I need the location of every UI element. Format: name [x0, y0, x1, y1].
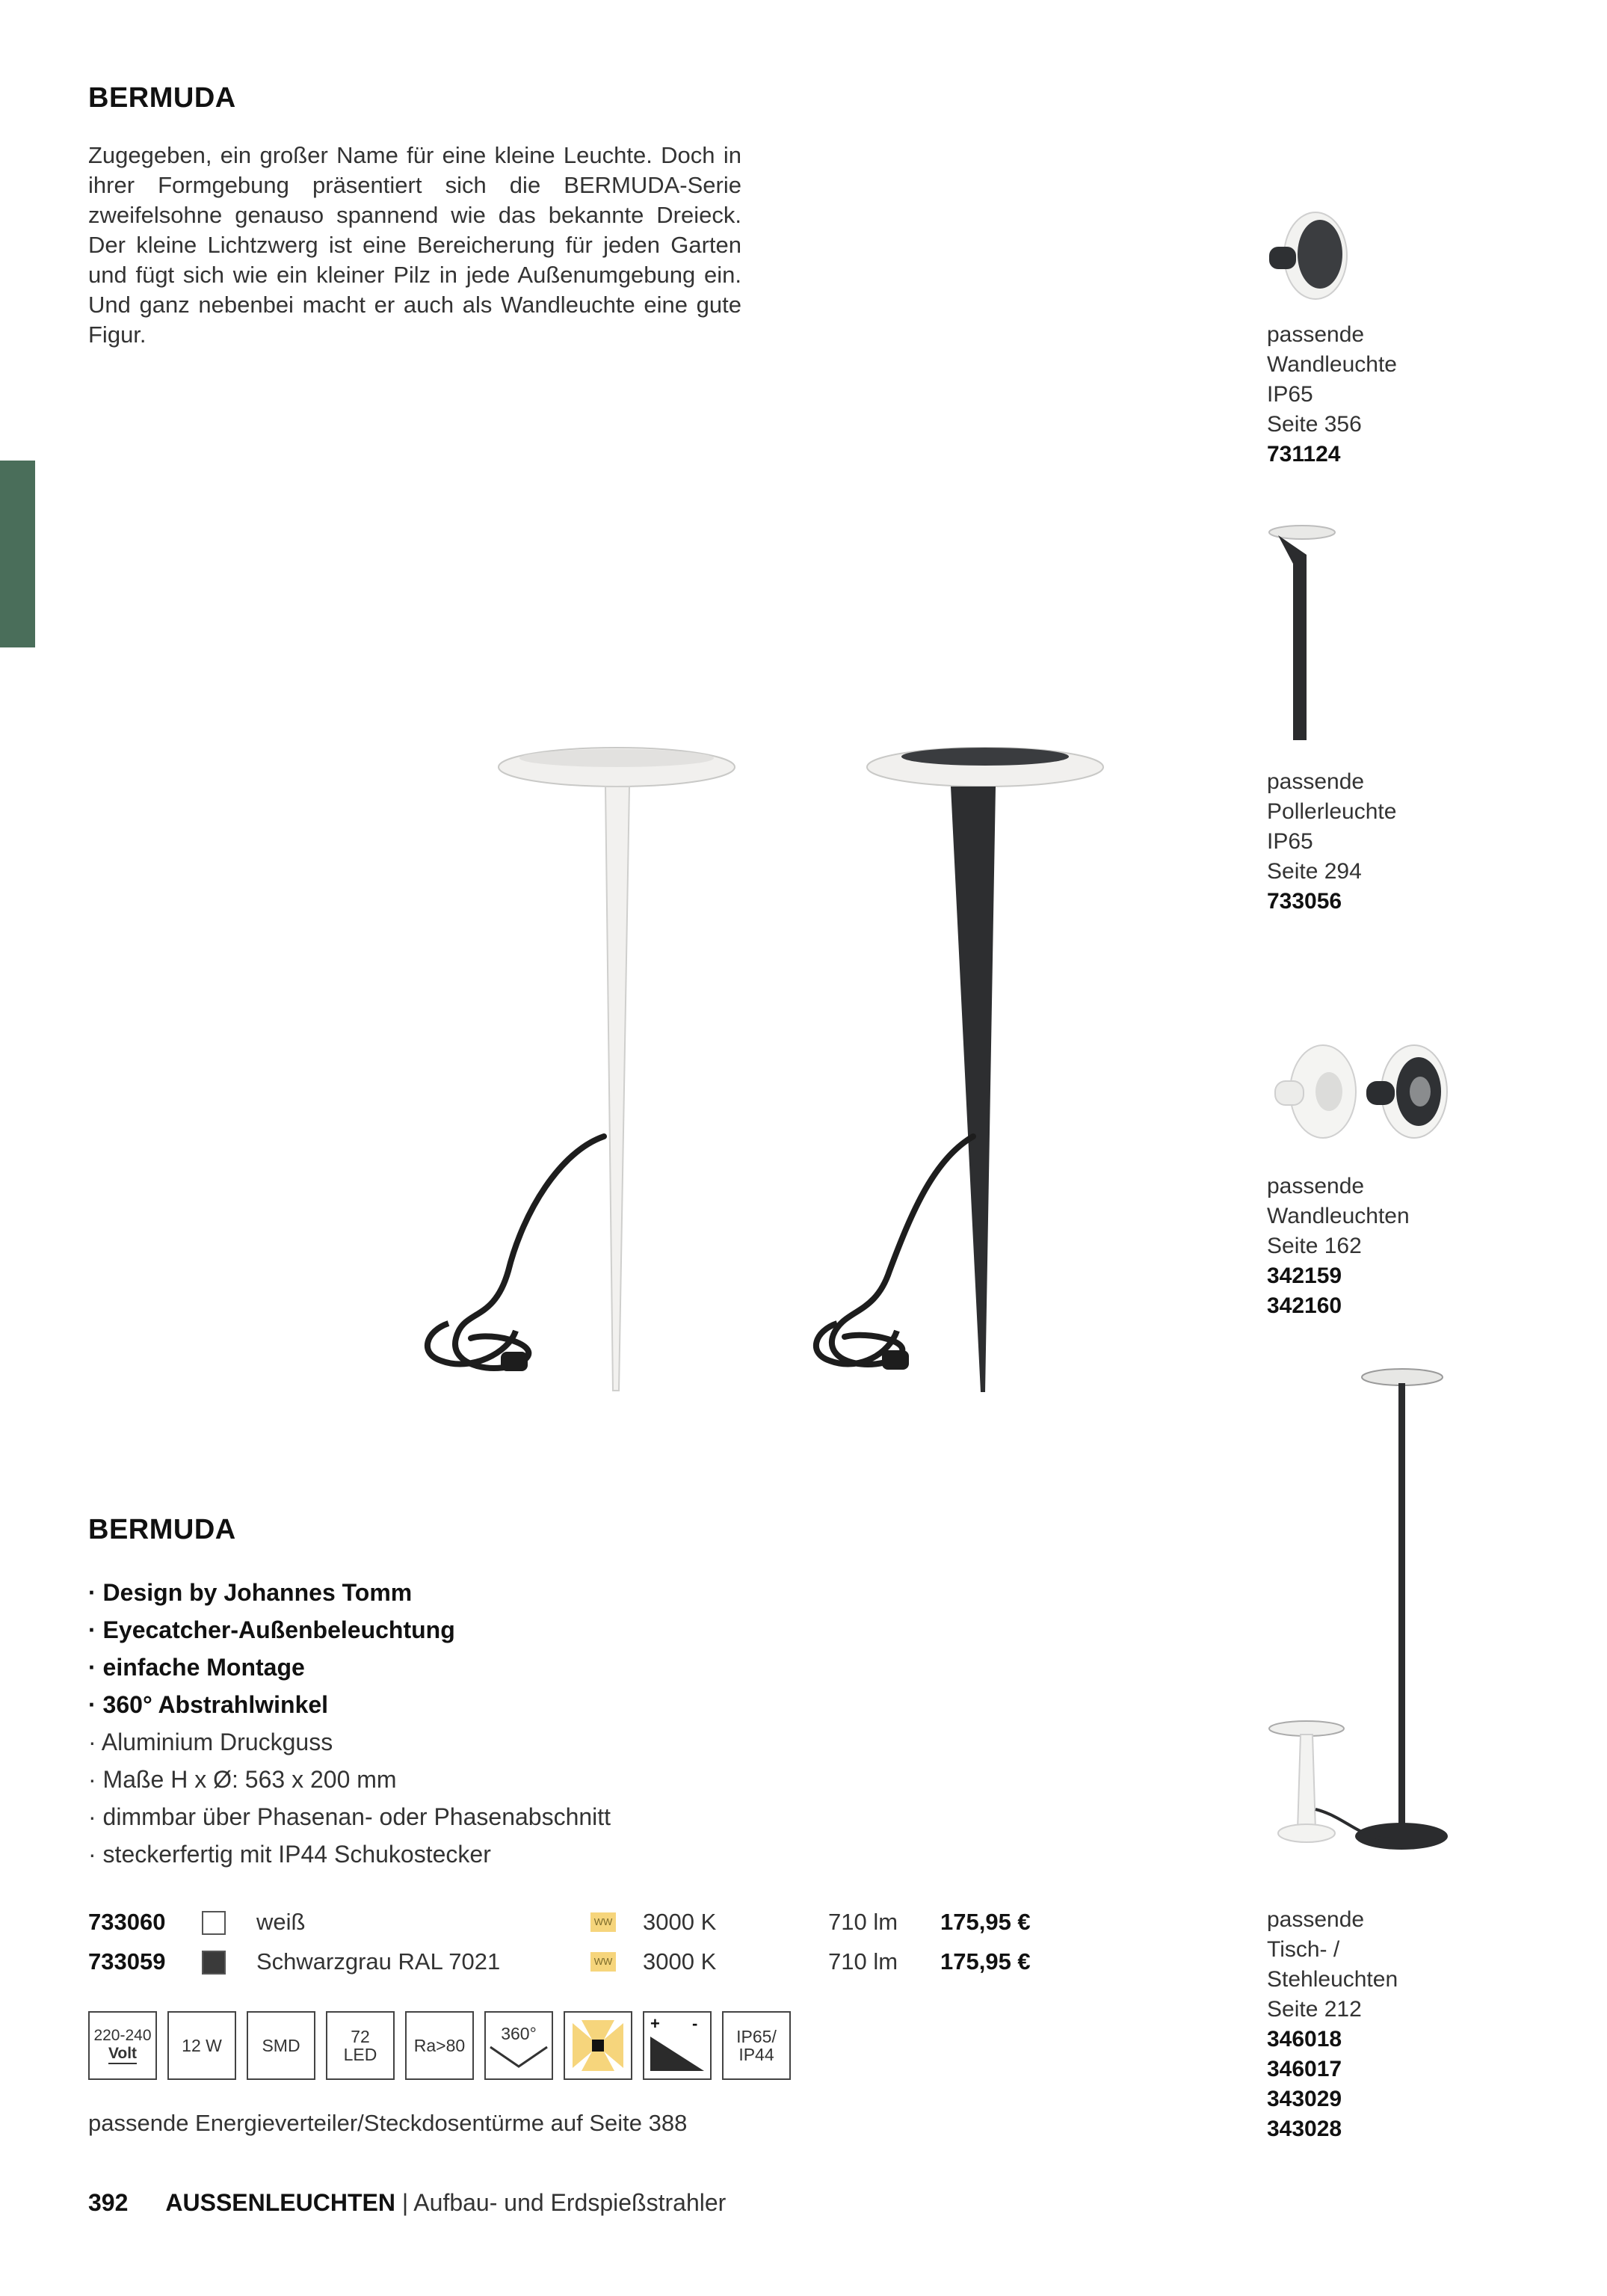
voltage-icon [88, 2011, 157, 2080]
feature-item: · Design by Johannes Tomm [88, 1579, 413, 1606]
color-swatch-dark [202, 1951, 226, 1975]
intro-text: Zugegeben, ein großer Name für eine kleine Leuchte. Doch in ihrer Formgebung präsentiert sich die BERMUDA-Serie zweifelsohne genauso spannend wie das bekannte Dreieck. Der kleine Lichtzwerg ist eine Bereicherung für jeden Garten und fügt sich wie ein kleiner Pilz in jede Außenumgebung ein. Und ganz nebenbei macht er auch als Wandleuchte eine gute Figur. [88, 142, 741, 348]
accessory-1-line: Wandleuchte [1267, 352, 1397, 377]
accessory-1-line: passende [1267, 322, 1365, 347]
feature-item: · einfache Montage [88, 1654, 305, 1681]
accessory-4-line: Stehleuchten [1267, 1967, 1398, 1992]
accessory-4-page: Seite 212 [1267, 1997, 1362, 2022]
variant-article: 733059 [88, 1948, 166, 1975]
accessory-4-article: 346018 [1267, 2027, 1342, 2052]
feature-item: · steckerfertig mit IP44 Schukostecker [88, 1841, 491, 1868]
energy-distributor-note: passende Energieverteiler/Steckdosentürme auf Seite 388 [88, 2110, 688, 2136]
accessory-3 [1267, 1172, 1491, 1321]
cri-icon [405, 2011, 474, 2080]
feature-item: · 360° Abstrahlwinkel [88, 1691, 329, 1718]
feature-list [88, 1574, 910, 1873]
accessory-4-article: 346017 [1267, 2057, 1342, 2081]
bollard-lamp-image [1263, 520, 1353, 745]
section-color-tab [0, 461, 35, 647]
accessory-3-line: Wandleuchten [1267, 1204, 1410, 1228]
feature-item: · dimmbar über Phasenan- oder Phasenabschnitt [88, 1803, 611, 1830]
variant-row [88, 1903, 1060, 1941]
variant-price: 175,95 € [940, 1948, 1031, 1975]
beam-angle-icon [484, 2011, 553, 2080]
footer-separator: | [395, 2189, 414, 2216]
wattage-icon [167, 2011, 236, 2080]
smd-label: SMD [262, 2036, 300, 2055]
feature-item: · Eyecatcher-Außenbeleuchtung [88, 1616, 455, 1643]
svg-text:-: - [692, 2014, 698, 2033]
accessory-4-line: Tisch- / [1267, 1937, 1340, 1962]
wall-lamp-round-image [1263, 202, 1368, 307]
ip-rating-label-2: IP44 [738, 2045, 774, 2064]
accessory-1-line: IP65 [1267, 382, 1313, 407]
smd-icon [247, 2011, 315, 2080]
voltage-unit: Volt [108, 2045, 137, 2064]
ip-rating-icon [722, 2011, 791, 2080]
bermuda-product-image [396, 733, 1144, 1428]
led-count-icon [326, 2011, 395, 2080]
accessory-2 [1267, 767, 1491, 917]
page-footer [88, 2189, 726, 2217]
variant-temperature: 3000 K [643, 1909, 717, 1935]
variant-color: Schwarzgrau RAL 7021 [256, 1948, 501, 1975]
variant-lumen: 710 lm [828, 1909, 898, 1935]
accessory-4-article: 343028 [1267, 2117, 1342, 2141]
accessory-3-article: 342159 [1267, 1264, 1342, 1288]
variant-color: weiß [256, 1909, 306, 1935]
dimmable-icon [643, 2011, 712, 2080]
wattage-label: 12 W [182, 2036, 222, 2055]
accessory-4-line: passende [1267, 1907, 1365, 1932]
accessory-1 [1267, 320, 1491, 470]
product-title: BERMUDA [88, 1514, 236, 1545]
variant-article: 733060 [88, 1909, 166, 1935]
led-count-label: 72 [351, 2027, 370, 2046]
accessory-1-page: Seite 356 [1267, 412, 1362, 437]
page-number: 392 [88, 2189, 129, 2216]
accessory-3-line: passende [1267, 1174, 1365, 1198]
light-distribution-icon [564, 2011, 632, 2080]
feature-item: · Aluminium Druckguss [88, 1729, 333, 1755]
variant-price: 175,95 € [940, 1909, 1031, 1935]
accessory-2-page: Seite 294 [1267, 859, 1362, 884]
accessory-2-line: IP65 [1267, 829, 1313, 854]
cri-label: Ra>80 [413, 2036, 466, 2055]
accessory-4-article: 343029 [1267, 2087, 1342, 2111]
beam-angle-label: 360° [501, 2024, 537, 2043]
warm-white-badge: WW [590, 1912, 616, 1932]
variant-lumen: 710 lm [828, 1948, 898, 1975]
page-title: BERMUDA [88, 82, 236, 114]
warm-white-badge: WW [590, 1952, 616, 1972]
variant-temperature: 3000 K [643, 1948, 717, 1975]
footer-subsection: Aufbau- und Erdspießstrahler [413, 2189, 727, 2216]
feature-item: · Maße H x Ø: 563 x 200 mm [88, 1766, 397, 1793]
accessory-2-article: 733056 [1267, 889, 1342, 914]
accessory-3-page: Seite 162 [1267, 1234, 1362, 1258]
accessory-3-article: 342160 [1267, 1293, 1342, 1318]
voltage-label: 220-240 [93, 2027, 152, 2044]
ip-rating-label: IP65/ [736, 2027, 777, 2046]
accessory-2-line: Pollerleuchte [1267, 799, 1397, 824]
accessory-1-article: 731124 [1267, 442, 1341, 467]
accessory-4 [1267, 1905, 1491, 2144]
color-swatch-white [202, 1911, 226, 1935]
footer-section: AUSSENLEUCHTEN [165, 2189, 395, 2216]
svg-text:+: + [650, 2014, 660, 2033]
accessory-2-line: passende [1267, 769, 1365, 794]
table-floor-lamps-image [1263, 1361, 1458, 1884]
led-label: LED [343, 2045, 377, 2064]
wall-lamps-pair-image [1263, 1036, 1458, 1148]
variant-row [88, 1943, 1060, 1980]
